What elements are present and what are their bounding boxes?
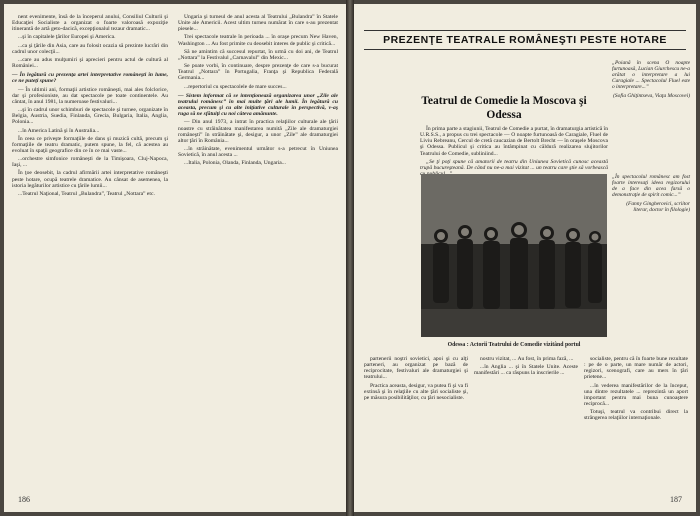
quote-attribution: (Fanny Gingherovici, scriitor literar, doctor în filologie): [626, 201, 690, 214]
paragraph: ...repertoriul cu spectacolele de mare succes...: [184, 83, 287, 90]
press-quote: „Poiană în scena O noapte furtunoasă, Lucian Giurchescu ne-a arătat o interpretare a lui Caragiale ... Spectacolul Fluel este o interpretare...”: [612, 60, 690, 91]
interview-question: — În legătură cu prezenţa artei interpretative româneşti în lume, ce ne puteţi spune?: [12, 72, 168, 85]
paragraph: Se poate vorbi, în continuare, despre prezenţe de care s-a bucurat Teatrul „Nottara” în Portugalia, Franţa şi Republica Federală Germania...: [178, 63, 338, 82]
right-column-3: [584, 356, 688, 498]
photo: [421, 174, 607, 337]
paragraph: — Din anul 1973, a intrat în practica relaţiilor culturale ale ţării noastre cu străinătatea manifestarea numită „Zile ale dramaturgiei româneşti” în străinătate şi, desigur, a unor „Zile” ale dramaturgiei altor ţări în România...: [178, 119, 338, 144]
right-column-2: [474, 356, 578, 498]
paragraph: Totuşi, teatrul va contribui direct la strângerea relaţiilor internaţionale.: [584, 409, 688, 422]
paragraph: — În ultimii ani, formaţii artistice româneşti, mai ales folclorice, dar şi profesioniste, au dat spectacole pe toate continentele. Au cântat, în anul 1981, la numeroase festivaluri...: [12, 86, 168, 105]
photo-group-of-actors: [421, 174, 607, 337]
paragraph: ...în Anglia ... şi în Statele Unite. Aceste manifestări ... ca răspuns la inscrierile ...: [474, 364, 578, 377]
paragraph: ...orchestre simfonice româneşti de la Timişoara, Cluj-Napoca, Iaşi, ...: [12, 156, 168, 169]
right-page: [354, 4, 696, 512]
paragraph: Trei spectacole teatrale în perioada ... în oraşe precum New Haven, Washington ... Au fost primite cu deosebit interes de public şi critică...: [178, 34, 338, 47]
press-quote: „În spectacolul românesc am fost foarte interesaţi ideea regizorului de a face din acea farsă o demonstraţie de spirit comic...”: [612, 174, 690, 199]
paragraph: ...în străinătate, evenimentul următor s-a petrecut în Uniunea Sovietică, în anul acesta ...: [178, 145, 338, 159]
paragraph: ...Italia, Polonia, Olanda, Finlanda, Ungaria...: [184, 160, 286, 167]
paragraph: Ungaria şi turneul de anul acesta al Teatrului „Bulandra” în Statele Unite ale Americii. Acest ultim turneu numărat în care s-au prezentat piesele...: [178, 14, 338, 33]
left-page: [4, 4, 346, 512]
paragraph: ...care au adus mulţumiri şi aprecieri pentru actul de cultură al României...: [12, 56, 168, 70]
section-header: PREZENŢE TEATRALE ROMÂNEŞTI PESTE HOTARE: [364, 30, 686, 50]
interview-question: — Sistem informat că se intenţionează organizarea unor „Zile ale teatrului românesc” în mai multe ţări ale lumii. În legătură cu aceasta, precum şi cu alte iniţiative culturale în perspectivă, v-aş ruga să ne sfătuiţi cu noi câteva amănunte.: [178, 92, 338, 118]
page-number: 186: [18, 495, 30, 504]
paragraph: ...în vederea manifestărilor de la început, una dintre rezultatele ... reprezintă un aport important pentru mai buna cunoaştere reciprocă...: [584, 382, 688, 408]
paragraph: În prima parte a stagiunii, Teatrul de Comedie a purtat, în dramaturgia artistică în U.R.S.S., a propus cu trei spectacole — O noapte furtunoasă de Caragiale, Fluel de Liviu Rebreanu, Cercul de cretă caucazian de Bertolt Brecht — în oraşele Moscova şi Odessa. Publicul şi critica au întâmpinat cu căldură realizarea slujitorilor Teatrului de Comedie, subliniind...: [420, 126, 608, 157]
article-title: Teatrul de Comedie la Moscova şi Odessa: [421, 95, 587, 121]
paragraph: nostru vizitat, ... Au fost, în prima fază, ...: [480, 356, 574, 362]
book-gutter: [346, 0, 354, 516]
photo-caption: Odessa : Actorii Teatrului de Comedie vizitând portul: [447, 342, 581, 348]
page-number: 187: [670, 495, 682, 504]
paragraph: În ceea ce priveşte formaţiile de dans şi muzică cultă, precum şi formaţiile de teatru dramatic, putem spune, la fel, că acestea au evoluat în spaţii geografice din ce în ce mai vaste...: [12, 135, 168, 154]
paragraph: ...şi în capitalele ţărilor Europei şi America.: [18, 34, 116, 41]
paragraph: Să ne amintim că succesul repurtat, în urmă cu doi ani, de Teatrul „Nottara” la Festivalul „Carnavalul” din Mexic...: [178, 48, 338, 61]
paragraph: partenerii noştri sovietici, apoi şi cu alţi parteneri, au organizat pe bază de reciprocitate, festivaluri ale dramaturgiei şi teatrului...: [364, 356, 468, 381]
paragraph: ...Teatrul Naţional, Teatrul „Bulandra”, Teatrul „Nottara” etc.: [18, 190, 155, 197]
paragraph: ...în America Latină şi în Australia...: [18, 127, 100, 134]
paragraph: Practica aceasta, desigur, va putea fi şi va fi extinsă şi în relaţiile cu alte ţări socialiste şi, pe măsura posibilităţilor, cu ţări nesocialiste.: [364, 382, 468, 401]
paragraph: nent evenimente, însă de la începerul anului, Consiliul Culturii şi Educaţiei Socialiste a organizat o foarte valoroasă expoziţie itinerantă de artă geto-dacică, excepţionalul tezaur dramatic...: [12, 14, 168, 33]
side-quote-column-2: [612, 174, 690, 217]
quote-attribution: (Sofia Ghiţintseva, Viaţa Moscovei): [613, 93, 690, 100]
paragraph: socialiste, pentru că în foarte bune rezultate : pe de o parte, un mare număr de actori, regizori, scenografi, care au mers în ţări prietene...: [584, 356, 688, 381]
paragraph: În ţoe deosebit, la cadrul afirmării artei interpretative româneşti peste hotare, ocupă teatrele dramatice. Au cânsat de asemenea, la istoria legăturilor artistice cu ţările lumii...: [12, 170, 168, 189]
side-quote-column: [612, 60, 690, 103]
right-column-1: [364, 356, 468, 498]
paragraph: ...ca şi ţările din Asia, care au folosit ocazia să prezinte lucrări din cadrul unor colecţii...: [12, 42, 168, 55]
article-lede: [420, 126, 608, 172]
left-column-1: [12, 14, 168, 494]
paragraph: ...şi în cadrul unor schimburi de spectacole şi turnee, organizate în Belgia, Austria, Suedia, Finlanda, Grecia, Bulgaria, Italia, Anglia, Polonia...: [12, 107, 168, 126]
paragraph: „Se ţi poţi spune că amatorii de teatru din Uniunea Sovietică cunosc această trupă bucureşteană. De când nu ne-a mai vizitat ... un teatru care ştie să vorbească: [420, 158, 608, 171]
left-column-2: [178, 14, 338, 494]
